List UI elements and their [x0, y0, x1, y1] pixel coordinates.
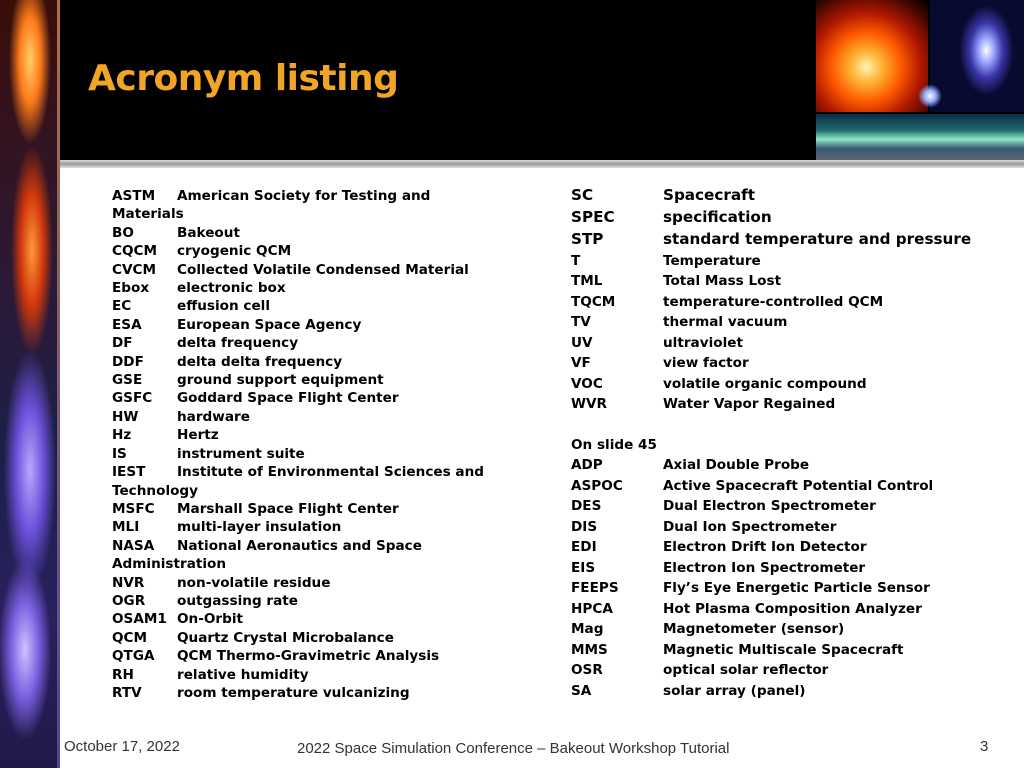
acronym-abbr: DIS — [571, 518, 598, 535]
acronym-abbr: ASTM — [112, 188, 156, 204]
acronym-list-right — [571, 182, 991, 699]
acronym-row — [571, 473, 991, 494]
acronym-row — [571, 392, 991, 413]
acronym-abbr: T — [571, 252, 581, 269]
acronym-abbr: EC — [112, 298, 132, 315]
acronym-abbr: EIS — [571, 559, 596, 576]
acronym-abbr: VF — [571, 355, 591, 371]
acronym-abbr: TQCM — [571, 293, 616, 310]
acronym-definition: temperature-controlled QCM — [663, 293, 884, 310]
acronym-row — [571, 226, 991, 248]
acronym-abbr: QCM — [112, 629, 148, 646]
footer-date: October 17, 2022 — [64, 738, 180, 755]
acronym-definition: National Aeronautics and Space — [177, 537, 422, 554]
acronym-row — [112, 334, 512, 352]
acronym-row — [112, 261, 512, 279]
acronym-abbr: MLI — [112, 519, 140, 536]
acronym-row — [571, 514, 991, 535]
acronym-abbr: NVR — [112, 574, 145, 591]
acronym-definition: electronic box — [177, 280, 286, 297]
section-heading-slide45: On slide 45 — [571, 436, 657, 453]
acronym-definition: Hertz — [177, 427, 219, 444]
acronym-abbr: DF — [112, 335, 133, 352]
acronym-definition: delta delta frequency — [177, 353, 343, 370]
acronym-abbr: OSAM1 — [112, 611, 167, 628]
acronym-definition: Collected Volatile Condensed Material — [177, 261, 469, 278]
acronym-abbr: Hz — [112, 427, 132, 444]
acronym-definition-continued: Administration — [112, 556, 227, 573]
decorative-side-strip — [0, 0, 60, 768]
acronym-row — [571, 678, 991, 699]
acronym-row — [571, 248, 991, 269]
acronym-abbr: TML — [571, 273, 603, 289]
acronym-row — [571, 576, 991, 597]
acronym-row — [112, 371, 512, 389]
acronym-definition: Temperature — [663, 252, 761, 269]
acronym-definition: Magnetometer (sensor) — [663, 621, 845, 637]
acronym-row — [112, 647, 512, 665]
acronym-abbr: HW — [112, 408, 139, 425]
acronym-definition: volatile organic compound — [663, 375, 867, 392]
acronym-row — [571, 371, 991, 392]
acronym-definition: Goddard Space Flight Center — [177, 390, 399, 407]
acronym-definition: Dual Electron Spectrometer — [663, 498, 876, 514]
acronym-abbr: GSE — [112, 372, 143, 389]
acronym-definition: room temperature vulcanizing — [177, 684, 410, 701]
acronym-abbr: OSR — [571, 662, 603, 678]
acronym-row — [571, 453, 991, 474]
acronym-definition: Water Vapor Regained — [663, 396, 836, 412]
acronym-definition: view factor — [663, 355, 749, 371]
acronym-abbr: ASPOC — [571, 477, 623, 494]
acronym-definition: Hot Plasma Composition Analyzer — [663, 600, 922, 617]
acronym-row — [571, 637, 991, 658]
acronym-abbr: HPCA — [571, 600, 613, 617]
acronym-row — [112, 353, 512, 371]
acronym-row — [112, 666, 512, 684]
acronym-abbr: RH — [112, 666, 134, 683]
header-divider — [60, 160, 1024, 168]
acronym-abbr: OGR — [112, 592, 146, 609]
acronym-definition: Marshall Space Flight Center — [177, 500, 399, 517]
acronym-abbr: RTV — [112, 684, 142, 701]
acronym-definition: effusion cell — [177, 298, 271, 315]
acronym-definition: ultraviolet — [663, 334, 743, 351]
acronym-definition: Active Spacecraft Potential Control — [663, 477, 934, 494]
acronym-abbr: SC — [571, 186, 594, 204]
acronym-definition: Total Mass Lost — [663, 273, 782, 289]
acronym-abbr: BO — [112, 224, 134, 241]
acronym-abbr: EDI — [571, 539, 597, 555]
acronym-definition: Institute of Environmental Sciences and — [177, 464, 485, 481]
acronym-definition: multi-layer insulation — [177, 519, 342, 536]
acronym-row — [112, 242, 512, 260]
acronym-definition: solar array (panel) — [663, 682, 806, 699]
acronym-row — [112, 316, 512, 334]
acronym-row — [571, 617, 991, 638]
acronym-row — [112, 297, 512, 315]
acronym-abbr: CVCM — [112, 261, 157, 278]
acronym-abbr: ESA — [112, 316, 142, 333]
acronym-definition: delta frequency — [177, 335, 299, 352]
acronym-row — [112, 629, 512, 647]
acronym-definition: QCM Thermo-Gravimetric Analysis — [177, 648, 440, 665]
acronym-row — [571, 310, 991, 331]
acronym-definition: relative humidity — [177, 666, 309, 683]
star-burst-icon — [918, 84, 942, 108]
acronym-definition: Dual Ion Spectrometer — [663, 518, 837, 535]
acronym-definition: cryogenic QCM — [177, 243, 292, 260]
acronym-row — [112, 187, 512, 205]
acronym-definition: ground support equipment — [177, 372, 384, 389]
acronym-abbr: UV — [571, 334, 593, 351]
acronym-definition: non-volatile residue — [177, 574, 331, 591]
acronym-row — [112, 537, 512, 555]
acronym-row — [571, 269, 991, 290]
acronym-row — [112, 426, 512, 444]
acronym-abbr: IEST — [112, 464, 146, 481]
acronym-list-left — [112, 187, 512, 702]
acronym-definition: thermal vacuum — [663, 314, 788, 330]
acronym-definition: Axial Double Probe — [663, 457, 810, 473]
acronym-row — [571, 658, 991, 679]
sun-image — [816, 0, 928, 112]
acronym-definition: Quartz Crystal Microbalance — [177, 629, 394, 646]
acronym-definition: On-Orbit — [177, 611, 244, 628]
page-title: Acronym listing — [88, 58, 399, 99]
acronym-definition: specification — [663, 208, 772, 226]
header-image-collage — [814, 0, 1024, 160]
acronym-abbr: IS — [112, 445, 127, 462]
acronym-definition: Spacecraft — [663, 186, 755, 204]
acronym-row — [571, 596, 991, 617]
acronym-abbr: WVR — [571, 396, 607, 412]
acronym-abbr: TV — [571, 314, 591, 330]
acronym-definition: Electron Ion Spectrometer — [663, 559, 866, 576]
acronym-row — [112, 518, 512, 536]
acronym-definition: hardware — [177, 408, 250, 425]
acronym-definition: Fly’s Eye Energetic Particle Sensor — [663, 580, 930, 596]
footer-title: 2022 Space Simulation Conference – Bakeout Workshop Tutorial — [297, 740, 730, 757]
acronym-abbr: VOC — [571, 375, 603, 392]
acronym-abbr: STP — [571, 230, 604, 248]
acronym-abbr: SA — [571, 682, 592, 699]
acronym-row — [112, 500, 512, 518]
acronym-definition: outgassing rate — [177, 592, 298, 609]
acronym-abbr: GSFC — [112, 390, 153, 407]
acronym-row — [571, 351, 991, 372]
acronym-abbr: DES — [571, 498, 602, 514]
acronym-row — [112, 610, 512, 628]
acronym-row — [112, 389, 512, 407]
acronym-abbr: CQCM — [112, 243, 158, 260]
acronym-row — [112, 684, 512, 702]
acronym-definition: Magnetic Multiscale Spacecraft — [663, 641, 904, 658]
acronym-definition: instrument suite — [177, 445, 305, 462]
acronym-definition: American Society for Testing and — [177, 188, 431, 204]
acronym-row — [112, 463, 512, 481]
acronym-definition-continued: Materials — [112, 206, 184, 223]
acronym-row — [112, 224, 512, 242]
acronym-abbr: ADP — [571, 457, 603, 473]
acronym-row — [571, 182, 991, 204]
acronym-definition: standard temperature and pressure — [663, 230, 972, 248]
acronym-abbr: MMS — [571, 641, 608, 658]
acronym-row — [112, 592, 512, 610]
acronym-row — [112, 445, 512, 463]
acronym-definition: Bakeout — [177, 224, 240, 241]
magnetosphere-image — [930, 0, 1024, 112]
acronym-abbr: Mag — [571, 621, 604, 637]
acronym-abbr: QTGA — [112, 648, 155, 665]
aurora-image — [816, 114, 1024, 160]
acronym-row — [112, 279, 512, 297]
acronym-abbr: FEEPS — [571, 580, 619, 596]
acronym-row — [112, 574, 512, 592]
acronym-definition: optical solar reflector — [663, 662, 829, 678]
acronym-row — [571, 555, 991, 576]
acronym-definition: European Space Agency — [177, 316, 362, 333]
acronym-abbr: SPEC — [571, 208, 615, 226]
acronym-row — [571, 289, 991, 310]
acronym-definition: Electron Drift Ion Detector — [663, 539, 867, 555]
acronym-abbr: MSFC — [112, 500, 155, 517]
acronym-row — [571, 204, 991, 226]
acronym-row — [112, 408, 512, 426]
acronym-abbr: NASA — [112, 537, 155, 554]
page-number: 3 — [980, 738, 989, 755]
acronym-definition-continued: Technology — [112, 482, 199, 499]
acronym-row — [571, 535, 991, 556]
acronym-row — [571, 330, 991, 351]
acronym-row — [571, 494, 991, 515]
acronym-abbr: Ebox — [112, 280, 150, 297]
acronym-abbr: DDF — [112, 353, 144, 370]
